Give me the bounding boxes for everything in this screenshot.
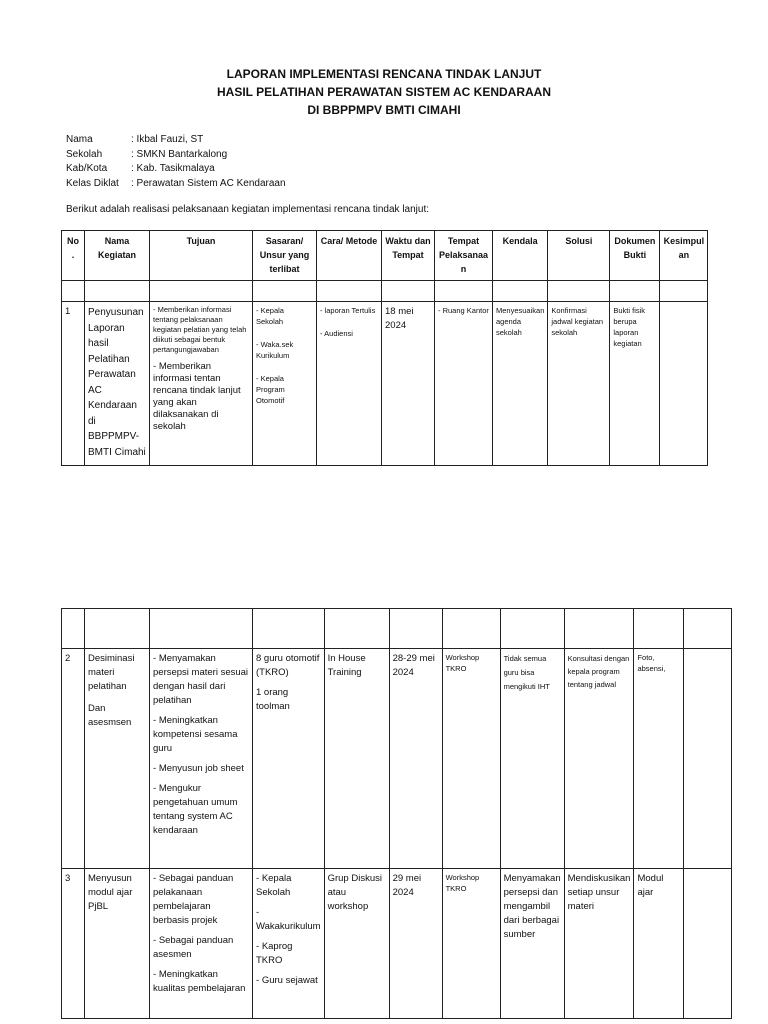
- table-header-row: [62, 231, 708, 281]
- row-3-tujuan-item: - Meningkatkan kualitas pembelajaran: [153, 968, 249, 996]
- row-3-sasaran: [253, 869, 325, 1019]
- row-3-sasaran-item: - Kaprog TKRO: [256, 940, 321, 968]
- report-table-2: [61, 608, 732, 1019]
- row-3-solusi: Mendiskusikan setiap unsur materi: [564, 869, 634, 1019]
- report-table-1: [61, 230, 708, 466]
- row-3-tempat: Workshop TKRO: [442, 869, 500, 1019]
- header-dokumen: Dokumen Bukti: [610, 231, 660, 281]
- row-2-no: 2: [62, 649, 85, 869]
- document-title: [0, 66, 768, 120]
- intro-text: Berikut adalah realisasi pelaksanaan kegiatan implementasi rencana tindak lanjut:: [66, 204, 429, 215]
- header-nama-kegiatan: Nama Kegiatan: [85, 231, 150, 281]
- row-2-waktu: 28-29 mei 2024: [389, 649, 442, 869]
- table-spacer-row: [62, 609, 732, 649]
- row-1-kesimpulan: [660, 302, 708, 466]
- header-kesimpulan: Kesimpul an: [660, 231, 708, 281]
- title-line-1: LAPORAN IMPLEMENTASI RENCANA TINDAK LANJUT: [226, 67, 542, 81]
- table-spacer-row: [62, 281, 708, 302]
- row-2-kendala: Tidak semua guru bisa mengikuti IHT: [500, 649, 564, 869]
- row-2-tujuan-item: - Menyusun job sheet: [153, 762, 249, 776]
- row-2-bukti: Foto, absensi,: [634, 649, 684, 869]
- row-1-metode: [317, 302, 382, 466]
- row-1-tujuan: [150, 302, 253, 466]
- row-2-nama-line: Dan asesmsen: [88, 703, 132, 728]
- row-3-bukti: Modul ajar: [634, 869, 684, 1019]
- row-3-kesimpulan: [684, 869, 732, 1019]
- row-1-tujuan-item: - Memberikan informasi tentan rencana tindak lanjut yang akan dilaksanakan di sekolah: [153, 361, 249, 433]
- table-row: [62, 649, 732, 869]
- row-3-metode: Grup Diskusi atau workshop: [324, 869, 389, 1019]
- row-3-nama: Menyusun modul ajar PjBL: [85, 869, 150, 1019]
- row-3-tujuan-item: - Sebagai panduan asesmen: [153, 934, 249, 962]
- row-1-waktu: 18 mei 2024: [382, 302, 435, 466]
- row-2-metode: In House Training: [324, 649, 389, 869]
- row-2-sasaran-line: 8 guru otomotif (TKRO): [256, 653, 320, 678]
- row-3-tujuan: [150, 869, 253, 1019]
- header-metode: Cara/ Metode: [317, 231, 382, 281]
- row-1-kendala: Menyesuaikan agenda sekolah: [493, 302, 548, 466]
- row-1-metode-item: - laporan Tertulis: [320, 305, 378, 316]
- row-1-sasaran: [253, 302, 317, 466]
- row-1-sasaran-item: - Waka.sek Kurikulum: [256, 339, 313, 361]
- identity-block: [66, 133, 286, 191]
- header-sasaran: Sasaran/ Unsur yang terlibat: [253, 231, 317, 281]
- row-1-bukti: Bukti fisik berupa laporan kegiatan: [610, 302, 660, 466]
- row-2-nama-line: Desiminasi materi pelatihan: [88, 653, 135, 692]
- row-3-sasaran-item: - Wakakurikulum: [256, 906, 321, 934]
- row-1-metode-item: - Audiensi: [320, 328, 378, 339]
- header-waktu: Waktu dan Tempat: [382, 231, 435, 281]
- row-1-no: 1: [62, 302, 85, 466]
- row-3-no: 3: [62, 869, 85, 1019]
- row-1-sasaran-item: - Kepala Sekolah: [256, 305, 313, 327]
- row-2-tujuan-item: - Menyamakan persepsi materi sesuai dengan hasil dari pelatihan: [153, 652, 249, 708]
- info-row-kelas: Kelas Diklat : Perawatan Sistem AC Kendaraan: [66, 177, 286, 189]
- row-1-tujuan-item: - Memberikan informasi tentang pelaksanaan kegiatan pelatian yang telah diikuti sebagai bentuk pertangungjawaban: [153, 305, 249, 355]
- row-1-solusi: Konfirmasi jadwal kegiatan sekolah: [548, 302, 610, 466]
- info-row-sekolah: Sekolah : SMKN Bantarkalong: [66, 148, 228, 160]
- table-row: [62, 302, 708, 466]
- row-2-nama: [85, 649, 150, 869]
- row-1-sasaran-item: - Kepala Program Otomotif: [256, 373, 313, 406]
- row-2-tujuan-item: - Meningkatkan kompetensi sesama guru: [153, 714, 249, 756]
- header-no: No .: [62, 231, 85, 281]
- row-3-sasaran-item: - Guru sejawat: [256, 974, 321, 988]
- header-kendala: Kendala: [493, 231, 548, 281]
- row-1-nama: Penyusunan Laporan hasil Pelatihan Perawatan AC Kendaraan di BBPPMPV-BMTI Cimahi: [85, 302, 150, 466]
- row-3-kendala: Menyamakan persepsi dan mengambil dari berbagai sumber: [500, 869, 564, 1019]
- info-row-nama: Nama : Ikbal Fauzi, ST: [66, 134, 204, 145]
- info-row-kabkota: Kab/Kota : Kab. Tasikmalaya: [66, 163, 215, 174]
- row-2-solusi: Konsultasi dengan kepala program tentang jadwal: [564, 649, 634, 869]
- row-3-sasaran-item: - Kepala Sekolah: [256, 872, 321, 900]
- header-solusi: Solusi: [548, 231, 610, 281]
- row-2-tujuan: [150, 649, 253, 869]
- row-2-sasaran-line: 1 orang toolman: [256, 687, 290, 712]
- row-3-tujuan-item: - Sebagai panduan pelakanaan pembelajaran berbasis projek: [153, 872, 249, 928]
- header-tujuan: Tujuan: [150, 231, 253, 281]
- title-line-3: DI BBPPMPV BMTI CIMAHI: [307, 103, 461, 117]
- row-2-kesimpulan: [684, 649, 732, 869]
- header-tempat: Tempat Pelaksanaa n: [435, 231, 493, 281]
- row-2-sasaran: [253, 649, 325, 869]
- row-1-tempat: - Ruang Kantor: [435, 302, 493, 466]
- row-3-waktu: 29 mei 2024: [389, 869, 442, 1019]
- row-2-tujuan-item: - Mengukur pengetahuan umum tentang system AC kendaraan: [153, 782, 249, 838]
- table-row: [62, 869, 732, 1019]
- title-line-2: HASIL PELATIHAN PERAWATAN SISTEM AC KENDARAAN: [216, 85, 551, 99]
- row-2-tempat: Workshop TKRO: [442, 649, 500, 869]
